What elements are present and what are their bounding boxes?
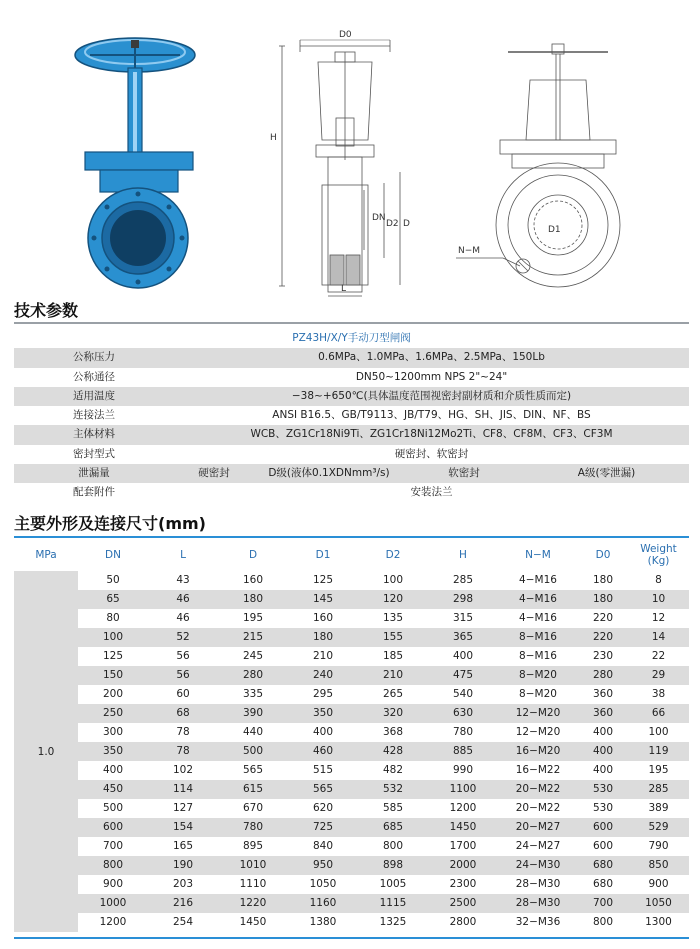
column-header: N−M [525,549,551,561]
label-nm: N−M [458,246,481,256]
table-row [78,818,689,837]
table-cell: 850 [648,859,669,871]
label-d1: D1 [548,225,561,235]
table-cell: 1010 [239,859,267,871]
spec-row [14,348,689,367]
table-cell: 215 [242,631,264,643]
table-cell: 389 [648,802,669,814]
table-cell: 12−M20 [515,707,561,719]
table-cell: 1005 [379,878,407,890]
table-cell: 60 [176,688,190,700]
table-cell: 12 [651,612,666,624]
table-row [78,875,689,894]
table-cell: 500 [102,802,124,814]
table-cell: 119 [648,745,669,757]
table-cell: 24−M30 [515,859,561,871]
table-cell: 515 [312,764,334,776]
table-cell: 100 [648,726,669,738]
label-l: L [341,284,347,294]
column-header: DN [105,549,121,561]
table-cell: 335 [242,688,264,700]
table-cell: 65 [106,593,120,605]
dimension-table-body [14,571,689,932]
table-cell: 16−M22 [515,764,561,776]
leak-soft: 软密封 [448,467,480,480]
table-cell: 1220 [239,897,267,909]
table-cell: 280 [242,669,264,681]
section-title-dims: 主要外形及连接尺寸(mm) [14,514,206,533]
spec-row [14,368,689,387]
table-cell: 1300 [645,916,672,928]
column-header: Weight (Kg) [640,543,677,567]
table-cell: 127 [172,802,194,814]
table-cell: 8 [655,574,662,586]
blue-divider-bottom [14,937,689,939]
spec-label: 公称压力 [73,351,115,364]
table-row [78,685,689,704]
spec-label: 公称通径 [73,370,115,383]
table-cell: 29 [651,669,666,681]
valve-front-drawing [279,40,400,296]
table-cell: 400 [102,764,124,776]
table-cell: 898 [382,859,404,871]
dimension-table-header [14,539,689,571]
table-cell: 80 [106,612,120,624]
valve-drawings [0,0,700,300]
table-cell: 320 [382,707,404,719]
table-cell: 240 [312,669,334,681]
table-cell: 685 [382,821,404,833]
table-cell: 4−M16 [519,593,557,605]
table-cell: 400 [312,726,334,738]
table-cell: 8−M16 [519,650,557,662]
table-cell: 1450 [449,821,477,833]
table-row [78,799,689,818]
section-title-tech: 技术参数 [14,301,79,320]
table-cell: 350 [102,745,124,757]
spec-label: 适用温度 [73,389,115,402]
table-row [78,590,689,609]
table-cell: 400 [452,650,474,662]
table-cell: 365 [452,631,474,643]
table-cell: 2000 [449,859,477,871]
table-row [78,609,689,628]
table-cell: 254 [172,916,194,928]
table-cell: 1380 [309,916,337,928]
table-cell: 4−M16 [519,612,557,624]
table-cell: 120 [382,593,404,605]
table-row [78,666,689,685]
column-header: MPa [35,549,57,561]
table-cell: 1325 [379,916,407,928]
table-cell: 195 [648,764,669,776]
table-cell: 700 [102,840,124,852]
table-cell: 8−M16 [519,631,557,643]
table-cell: 43 [176,574,190,586]
table-row [78,856,689,875]
spec-value: ANSI B16.5、GB/T9113、JB/T79、HG、SH、JIS、DIN、NF、BS [272,409,591,422]
table-cell: 950 [312,859,334,871]
table-cell: 185 [382,650,404,662]
table-cell: 1450 [239,916,267,928]
table-cell: 180 [592,574,614,586]
spec-title: PZ43H/X/Y手动刀型闸阀 [292,332,411,344]
table-cell: 1050 [645,897,672,909]
table-cell: 540 [452,688,474,700]
table-cell: 315 [452,612,474,624]
spec-value: 安装法兰 [410,486,453,499]
table-cell: 125 [312,574,334,586]
table-cell: 32−M36 [515,916,561,928]
table-cell: 160 [312,612,334,624]
table-cell: 1100 [449,783,477,795]
label-d0: D0 [339,30,352,40]
table-cell: 1050 [309,878,337,890]
table-cell: 46 [176,593,190,605]
table-cell: 700 [592,897,614,909]
table-cell: 180 [312,631,334,643]
table-cell: 66 [651,707,666,719]
spec-row [14,406,689,425]
table-cell: 900 [648,878,669,890]
table-cell: 2300 [449,878,477,890]
table-cell: 1700 [449,840,477,852]
table-cell: 180 [242,593,264,605]
table-cell: 250 [102,707,124,719]
table-cell: 1200 [449,802,477,814]
table-cell: 600 [102,821,124,833]
table-cell: 280 [592,669,614,681]
table-cell: 265 [382,688,404,700]
table-row [78,628,689,647]
table-cell: 4−M16 [519,574,557,586]
spec-label: 密封型式 [73,447,115,460]
column-header: L [180,549,186,561]
spec-label: 主体材料 [73,428,115,441]
dimension-table [14,539,689,932]
mpa-cell: 1.0 [14,571,78,932]
spec-title-row [14,329,689,348]
table-cell: 22 [651,650,666,662]
table-cell: 2500 [449,897,477,909]
leak-hard-value: D级(液体0.1XDNmm³/s) [268,467,390,480]
table-cell: 216 [172,897,194,909]
spec-row [14,445,689,464]
table-cell: 150 [102,669,124,681]
table-cell: 245 [242,650,264,662]
table-cell: 350 [312,707,334,719]
table-cell: 600 [592,840,614,852]
table-cell: 200 [102,688,124,700]
table-cell: 100 [382,574,404,586]
table-cell: 800 [592,916,614,928]
table-cell: 285 [452,574,474,586]
table-cell: 670 [242,802,264,814]
table-cell: 780 [242,821,264,833]
table-row [78,761,689,780]
table-cell: 500 [242,745,264,757]
table-cell: 203 [172,878,194,890]
table-cell: 38 [651,688,666,700]
table-cell: 46 [176,612,190,624]
table-cell: 532 [382,783,404,795]
table-cell: 2800 [449,916,477,928]
table-cell: 900 [102,878,124,890]
table-cell: 1200 [99,916,127,928]
table-cell: 125 [102,650,124,662]
table-cell: 885 [452,745,474,757]
table-cell: 78 [176,745,190,757]
table-cell: 368 [382,726,404,738]
spec-table [14,329,689,503]
table-cell: 145 [312,593,334,605]
spec-label: 配套附件 [73,486,115,499]
spec-value: −38~+650℃(具体温度范围视密封副材质和介质性质而定) [291,389,572,402]
blue-divider [14,536,689,538]
table-cell: 28−M30 [515,878,561,890]
valve-side-drawing [456,44,620,287]
table-cell: 154 [172,821,194,833]
table-row [78,571,689,590]
table-cell: 530 [592,783,614,795]
table-cell: 102 [172,764,194,776]
label-dn: DN [372,213,386,223]
table-cell: 56 [176,650,190,662]
valve-3d-illustration [75,38,195,288]
table-cell: 20−M22 [515,802,561,814]
table-cell: 114 [172,783,194,795]
table-cell: 800 [382,840,404,852]
divider [14,322,689,324]
column-header: H [459,549,467,561]
table-cell: 295 [312,688,334,700]
table-cell: 12−M20 [515,726,561,738]
table-cell: 565 [312,783,334,795]
table-cell: 800 [102,859,124,871]
table-cell: 390 [242,707,264,719]
table-cell: 529 [648,821,669,833]
table-cell: 52 [176,631,190,643]
table-cell: 16−M20 [515,745,561,757]
table-cell: 428 [382,745,404,757]
table-cell: 56 [176,669,190,681]
table-cell: 990 [452,764,474,776]
table-row [78,647,689,666]
table-cell: 210 [312,650,334,662]
spec-value: DN50~1200mm NPS 2"~24" [355,370,508,383]
leak-hard: 硬密封 [198,467,230,480]
table-cell: 840 [312,840,334,852]
table-cell: 895 [242,840,264,852]
table-cell: 360 [592,707,614,719]
table-cell: 1115 [379,897,407,909]
table-cell: 10 [651,593,666,605]
table-cell: 460 [312,745,334,757]
table-cell: 24−M27 [515,840,561,852]
table-row [78,913,689,932]
table-row [78,894,689,913]
table-cell: 450 [102,783,124,795]
table-cell: 475 [452,669,474,681]
spec-value: WCB、ZG1Cr18Ni9Ti、ZG1Cr18Ni12Mo2Ti、CF8、CF8M、CF3、CF3M [250,428,613,441]
table-row [78,704,689,723]
table-cell: 230 [592,650,614,662]
table-cell: 220 [592,631,614,643]
table-cell: 20−M22 [515,783,561,795]
table-cell: 180 [592,593,614,605]
table-cell: 195 [242,612,264,624]
spec-label: 连接法兰 [73,409,115,422]
table-cell: 565 [242,764,264,776]
table-cell: 360 [592,688,614,700]
table-cell: 285 [648,783,669,795]
table-row [78,837,689,856]
table-cell: 14 [651,631,666,643]
table-cell: 780 [452,726,474,738]
table-cell: 28−M30 [515,897,561,909]
label-d2: D2 [386,219,399,229]
table-cell: 790 [648,840,669,852]
table-cell: 50 [106,574,120,586]
table-cell: 135 [382,612,404,624]
table-row [78,723,689,742]
table-cell: 1160 [309,897,337,909]
table-cell: 100 [102,631,124,643]
table-cell: 298 [452,593,474,605]
leak-soft-value: A级(零泄漏) [577,467,636,480]
label-d: D [403,219,410,229]
spec-row [14,387,689,406]
table-cell: 68 [176,707,190,719]
column-header: D1 [315,549,331,561]
column-header: D0 [595,549,611,561]
table-cell: 8−M20 [519,669,557,681]
table-cell: 8−M20 [519,688,557,700]
table-cell: 680 [592,859,614,871]
table-cell: 615 [242,783,264,795]
spec-label: 泄漏量 [78,467,110,480]
table-row [78,742,689,761]
table-cell: 400 [592,745,614,757]
table-cell: 530 [592,802,614,814]
table-cell: 1000 [99,897,127,909]
table-cell: 630 [452,707,474,719]
table-cell: 585 [382,802,404,814]
table-cell: 400 [592,726,614,738]
table-cell: 190 [172,859,194,871]
table-cell: 210 [382,669,404,681]
spec-row [14,483,689,502]
table-cell: 725 [312,821,334,833]
table-cell: 160 [242,574,264,586]
table-cell: 78 [176,726,190,738]
table-cell: 440 [242,726,264,738]
table-row [78,780,689,799]
label-h: H [270,133,277,143]
column-header: D [248,549,258,561]
table-cell: 600 [592,821,614,833]
table-cell: 482 [382,764,404,776]
table-cell: 620 [312,802,334,814]
table-cell: 1110 [239,878,267,890]
spec-value: 0.6MPa、1.0MPa、1.6MPa、2.5MPa、150Lb [318,351,545,364]
table-cell: 300 [102,726,124,738]
column-header: D2 [385,549,401,561]
table-cell: 680 [592,878,614,890]
table-cell: 220 [592,612,614,624]
table-cell: 165 [172,840,194,852]
table-cell: 155 [382,631,404,643]
spec-row [14,425,689,444]
table-cell: 20−M27 [515,821,561,833]
table-cell: 400 [592,764,614,776]
spec-row-leakage [14,464,689,483]
spec-value: 硬密封、软密封 [394,447,469,460]
